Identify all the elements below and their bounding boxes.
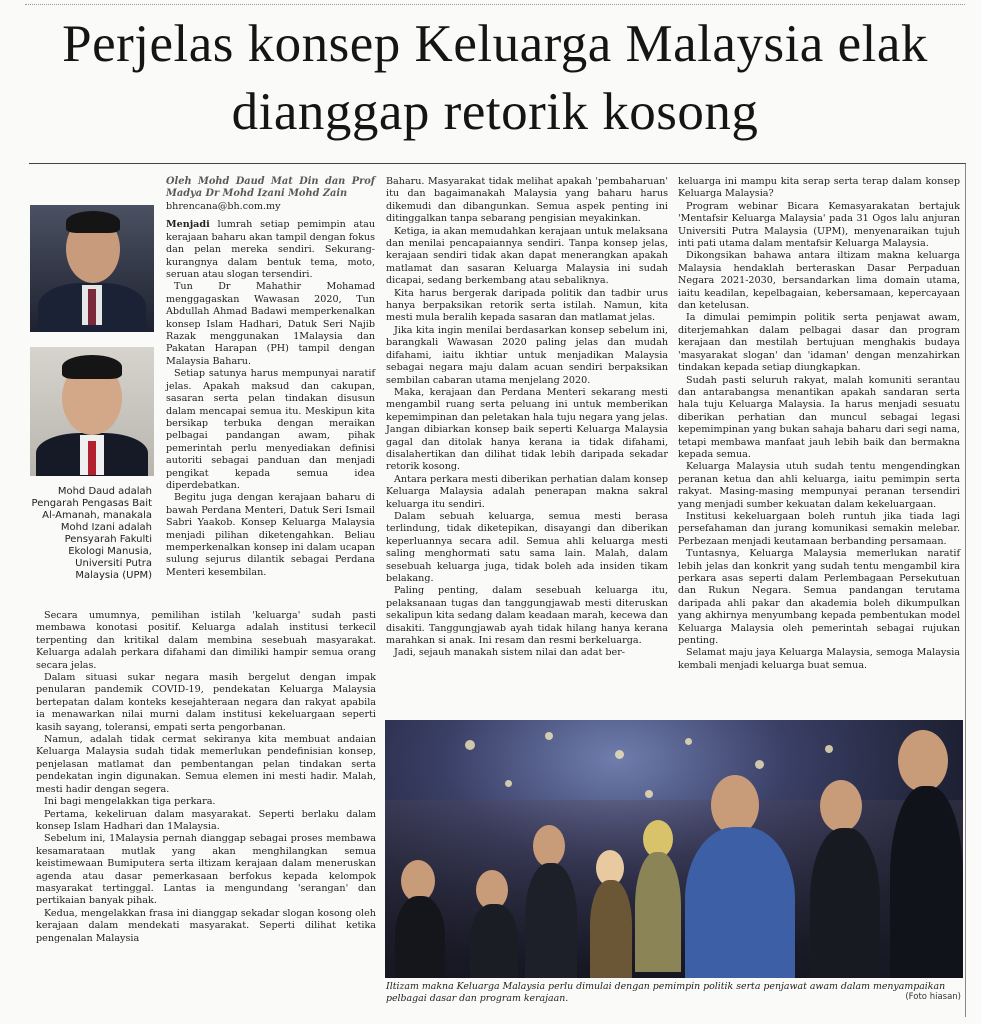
paragraph: Dalam sebuah keluarga, semua mesti berasa terlindung, tidak diketepikan, disayangi dan diberikan keperluannya secara adil. Semua ahli keluarga mesti saling menghormati satu sama lain. Malah, dalam sesebuah keluarga juga, tidak boleh ada insiden tikam belakang. bbox=[386, 510, 668, 584]
paragraph: Program webinar Bicara Kemasyarakatan bertajuk 'Mentafsir Keluarga Malaysia' pada 31 Ogos lalu anjuran Universiti Putra Malaysia (UPM), menyenaraikan tujuh inti pati utama dalam mentafsir Keluarga Malaysia. bbox=[678, 200, 960, 250]
paragraph: Sebelum ini, 1Malaysia pernah dianggap sebagai proses membawa kesamarataan mutlak yang akan menghilangkan semua keistimewaan Bumiputera serta iltizam kerajaan dalam meneruskan agenda atau dasar pemerkasaan berfokus kepada kelompok masyarakat tertinggal. Lantas ia mengundang 'serangan' dan pertikaian banyak pihak. bbox=[36, 833, 376, 907]
author-photo-izani bbox=[30, 347, 154, 476]
headline: Perjelas konsep Keluarga Malaysia elak dianggap retorik kosong bbox=[62, 15, 928, 141]
paragraph: Paling penting, dalam sesebuah keluarga itu, pelaksanaan tugas dan tanggungjawab mesti diteruskan sekalipun kita sedang dalam keadaan marah, kecewa dan disakiti. Tanggungjawab ayah tidak hilang hanya kerana marahkan si anak. Ini resam dan resmi berkeluarga. bbox=[386, 585, 668, 647]
column-2 bbox=[386, 176, 668, 660]
paragraph: Jika kita ingin menilai berdasarkan konsep sebelum ini, barangkali Wawasan 2020 paling jelas dan mudah difahami, iaitu ikhtiar untuk menjadikan Malaysia sebagai negara maju dalam acuan sendiri berpaksikan sembilan cabaran utama menjelang 2020. bbox=[386, 324, 668, 386]
author-email[interactable]: bhrencana@bh.com.my bbox=[166, 201, 281, 212]
paragraph: Begitu juga dengan kerajaan baharu di bawah Perdana Menteri, Datuk Seri Ismail Sabri Yaakob. Konsep Keluarga Malaysia menjadi pilihan diketengahkan. Beliau memperkenalkan konsep ini dalam ucapan sulung sejurus dilantik sebagai Perdana Menteri kesembilan. bbox=[166, 492, 375, 578]
paragraph: Kedua, mengelakkan frasa ini dianggap sekadar slogan kosong oleh kerajaan dalam mendekati masyarakat. Seperti dilihat ketika pengenalan Malaysia bbox=[36, 907, 376, 944]
paragraph: Ini bagi mengelakkan tiga perkara. bbox=[44, 796, 216, 808]
paragraph: Ketiga, ia akan memudahkan kerajaan untuk melaksana dan menilai pencapaiannya sendiri. Tanpa konsep jelas, kerajaan sendiri tidak akan dapat menerangkan apakah matlamat dan sasaran Keluarga Malaysia ini sudah dicapai, sedang berkembang atau sebaliknya. bbox=[386, 225, 668, 287]
paragraph: Antara perkara mesti diberikan perhatian dalam konsep Keluarga Malaysia adalah penerapan makna sakral keluarga itu sendiri. bbox=[386, 473, 668, 510]
paragraph: Maka, kerajaan dan Perdana Menteri sekarang mesti mengambil ruang serta peluang ini untuk memberikan kepemimpinan dan peletakan hala tuju negara yang jelas. Jangan dibiarkan konsep baik seperti Keluarga Malaysia gagal dan ditolak hanya kerana ia tidak difahami, disalahertikan dan dilihat tidak lebih daripada sekadar retorik kosong. bbox=[386, 386, 668, 473]
paragraph: Pertama, kekeliruan dalam masyarakat. Seperti berlaku dalam konsep Islam Hadhari dan 1Malaysia. bbox=[36, 808, 376, 832]
paragraph: Ia dimulai pemimpin politik serta penjawat awam, diterjemahkan dalam pelbagai dasar dan program kerajaan dan mestilah bertujuan menghakis budaya 'masyarakat slogan' dan 'idaman' dengan menzahirkan tindakan kepada setiap diungkapkan. bbox=[678, 312, 960, 374]
photo-credit: (Foto hiasan) bbox=[905, 992, 961, 1002]
author-photo-daud bbox=[30, 205, 154, 332]
paragraph: Tuntasnya, Keluarga Malaysia memerlukan naratif lebih jelas dan konkrit yang sudah tentu mengambil kira perkara asas seperti dalam Perlembagaan Persekutuan dan Rukun Negara. Semua pandangan terutama daripada ahli pakar dan akademia boleh dikumpulkan yang akhirnya menyumbang kepada pembentukan model Keluarga Malaysia oleh pemerintah sebagai rujukan penting. bbox=[678, 548, 960, 647]
paragraph: Dikongsikan bahawa antara iltizam makna keluarga Malaysia hendaklah berteraskan Dasar Perpaduan Negara 2021-2030, bersandarkan lima domain utama, iaitu keadilan, kepelbagaian, kebersamaan, kepercayaan dan ketelusan. bbox=[678, 250, 960, 312]
paragraph: Keluarga Malaysia utuh sudah tentu mengendingkan peranan ketua dan ahli keluarga, iaitu pemimpin serta rakyat. Masing-masing mempunyai peranan tersendiri yang menjadi sumber kekuatan dalam kekeluargaan. bbox=[678, 461, 960, 510]
paragraph: Namun, adalah tidak cermat sekiranya kita membuat andaian Keluarga Malaysia sudah tidak memerlukan pendefinisian konsep, penjelasan matlamat dan pembentangan pelan tindakan serta pendekatan ingin digunakan. Semua elemen ini mesti hadir. Malah, mesti hadir dengan segera. bbox=[36, 734, 376, 795]
lead-word: Menjadi bbox=[166, 219, 210, 231]
paragraph: Kita harus bergerak daripada politik dan tadbir urus hanya berpaksikan retorik serta istilah. Namun, kita mesti mula beralih kepada sasaran dan matlamat jelas. bbox=[386, 287, 668, 324]
paragraph: Selamat maju jaya Keluarga Malaysia, semoga Malaysia kembali menjadi keluarga buat semua. bbox=[678, 647, 960, 671]
column-1-top bbox=[166, 176, 375, 579]
top-rule bbox=[25, 4, 965, 5]
paragraph: Tun Dr Mahathir Mohamad menggagaskan Wawasan 2020, Tun Abdullah Ahmad Badawi memperkenalkan konsep Islam Hadhari, Datuk Seri Najib Razak menggunakan 1Malaysia dan Pakatan Harapan (PH) tampil dengan Malaysia Baharu. bbox=[166, 281, 375, 367]
paragraph: Setiap satunya harus mempunyai naratif jelas. Apakah maksud dan cakupan, sasaran serta pelan tindakan disusun dalam mencapai semua itu. Meskipun kita bersikap terbuka dengan meraikan pelbagai pandangan awam, pihak pemerintah perlu menyediakan definisi autoriti sebagai panduan dan menjadi pengikat kepada semua idea diperdebatkan. bbox=[166, 368, 375, 491]
paragraph: Baharu. Masyarakat tidak melihat apakah 'pembaharuan' itu dan bagaimanakah Malaysia yang baharu harus dikemudi dan dibangunkan. Semua aspek penting ini ditinggalkan tanpa sebarang pengisian meyakinkan. bbox=[386, 176, 668, 225]
column-1-bottom bbox=[36, 610, 376, 945]
paragraph: Menjadi lumrah setiap pemimpin atau kerajaan baharu akan tampil dengan fokus dan pelan mereka sendiri. Sekurang-kurangnya dalam bentuk tema, moto, seruan atau slogan tersendiri. bbox=[166, 219, 375, 281]
paragraph: Dalam situasi sukar negara masih bergelut dengan impak penularan pandemik COVID-19, pendekatan Keluarga Malaysia bertepatan dalam konteks kesejahteraan negara dan rakyat apabila ia menawarkan nilai murni dalam institusi kekeluargaan seperti kasih sayang, toleransi, empati serta pengorbanan. bbox=[36, 672, 376, 733]
paragraph: keluarga ini mampu kita serap serta terap dalam konsep Keluarga Malaysia? bbox=[678, 176, 960, 200]
crowd-photo bbox=[385, 720, 963, 978]
byline: Oleh Mohd Daud Mat Din dan Prof Madya Dr Mohd Izani Mohd Zain bbox=[166, 176, 375, 199]
paragraph: Institusi kekeluargaan boleh runtuh jika tiada lagi persefahaman dan jurang komunikasi semakin melebar. Perbezaan menjadi keutamaan berbanding persamaan. bbox=[678, 510, 960, 547]
photo-caption: Iltizam makna Keluarga Malaysia perlu dimulai dengan pemimpin politik serta penjawat awam dalam menyampaikan pelbagai dasar dan program kerajaan. bbox=[386, 981, 946, 1004]
paragraph: Jadi, sejauh manakah sistem nilai dan adat ber- bbox=[394, 647, 626, 659]
author-caption: Mohd Daud adalah Pengarah Pengasas Bait Al-Amanah, manakala Mohd Izani adalah Pensyarah Fakulti Ekologi Manusia, Universiti Putra Malaysia (UPM) bbox=[31, 486, 152, 581]
column-3 bbox=[678, 176, 960, 672]
paragraph: Sudah pasti seluruh rakyat, malah komuniti serantau dan antarabangsa menantikan apakah sandaran serta hala tuju Keluarga Malaysia. Ia harus menjadi sesuatu diberikan perhatian dan muncul sebagai legasi kepemimpinan yang bukan sahaja baharu dari segi nama, tetapi membawa manfaat jauh lebih baik dan bermakna kepada semua. bbox=[678, 374, 960, 460]
paragraph: Secara umumnya, pemilihan istilah 'keluarga' sudah pasti membawa konotasi positif. Keluarga adalah institusi terkecil terpenting dan kritikal dalam membina sesebuah masyarakat. Keluarga adalah perkara difahami dan dimiliki hampir semua orang secara jelas. bbox=[36, 610, 376, 671]
